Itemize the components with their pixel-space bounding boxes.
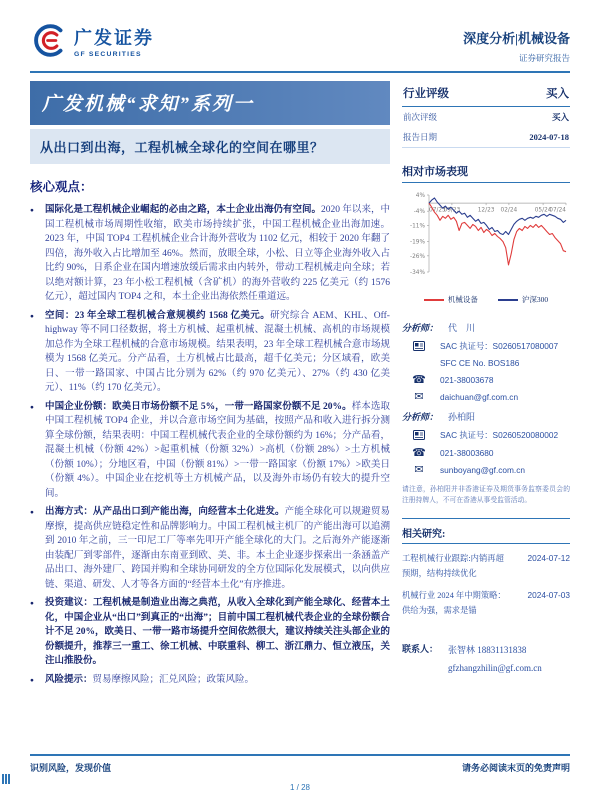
report-type: 证券研究报告 xyxy=(518,53,570,63)
svg-text:12/23: 12/23 xyxy=(477,207,495,214)
report-series-title: 广发机械“求知”系列一 xyxy=(30,81,390,125)
report-subtitle: 从出口到出海，工程机械全球化的空间在哪里？ xyxy=(30,129,390,164)
industry-rating-row xyxy=(402,81,570,107)
analyst-detail-text: sunboyang@gf.com.cn xyxy=(440,464,525,475)
page-number: 1 / 28 xyxy=(289,783,310,792)
core-view-lead: 空间：23 年全球工程机械合意规模约 1568 亿美元。 xyxy=(45,310,271,321)
svg-text:-4%: -4% xyxy=(413,209,425,216)
core-view-text: 空间：23 年全球工程机械合意规模约 1568 亿美元。研究综合 AEM、KHL、Off-highway 等不同口径数据，将土方机械、起重机械、混凝土机械、高机的市场规模加总作为全球工程机械的合意市场规模。结果表明，23 年全球工程机械合意市场规模为 1568 亿美元。分产品看，土方机械占比最高，超千亿美元；分区域看，欧美日、一带一路国家、中国占比分别为 62%（约 970 亿美元）、27%（约 430 亿美元）、11%（约 170 亿美元）。 xyxy=(45,310,390,393)
svg-text:4%: 4% xyxy=(415,193,425,199)
core-view-text: 国际化是工程机械企业崛起的必由之路，本土企业出海仍有空间。2020 年以来，中国工程机械市场周期性收缩，欧美市场持续扩张，中国工程机械企业出海加速。2023 年，中国 TOP4 工程机械企业合计海外营收为 1102 亿元，相较于 2020 年翻了四倍，海外收入占比增加至 46%。然而，放眼全球，小松、日立等企业海外收入占比约 90%，日系企业在国内增速放缓后需求由内转外，带动工程机械走向全球；若以绝对额计算，23 年小松工程机械（含矿机）的海外营收约 225 亿美元（约 1576 亿元），超过国内 TOP4 之和，本土企业出海依然任重道远。 xyxy=(45,205,390,302)
analyst-detail-text: SFC CE No. BOS186 xyxy=(440,358,520,368)
contact-body xyxy=(448,642,542,676)
related-research-heading: 相关研究: xyxy=(402,525,570,544)
analyst-header xyxy=(402,321,570,334)
logo-text xyxy=(74,24,154,58)
contact-email: gfzhangzhilin@gf.com.cn xyxy=(448,662,542,673)
analyst-block xyxy=(402,410,570,475)
rating-table xyxy=(402,81,570,148)
svg-text:07/23: 07/23 xyxy=(429,207,446,214)
chart-title: 相对市场表现 xyxy=(402,163,570,183)
related-research-title: 机械行业 2024 年中期策略：供给为强，需求是锚 xyxy=(402,591,506,615)
svg-text:-11%: -11% xyxy=(410,223,425,230)
bullet-icon: ● xyxy=(30,676,34,684)
report-date-value: 2024-07-18 xyxy=(529,132,569,142)
legend-item xyxy=(424,294,478,305)
legend-swatch xyxy=(424,299,444,301)
core-view-lead: 中国企业份额：欧美日市场份额不足 5%，一带一路国家份额不足 20%。 xyxy=(45,401,352,412)
logo-en: GF SECURITIES xyxy=(74,50,142,58)
phone-icon: ☎ xyxy=(412,446,426,459)
core-view-text: 中国企业份额：欧美日市场份额不足 5%，一带一路国家份额不足 20%。样本选取中国工程机械 TOP4 企业，并以合意市场空间为基础，按照产品和收入进行拆分测算全球份额，结果表明：中国工程机械代表企业的全球份额约为 16%；分产品看，混凝土机械（份额 42%）>起重机械（份额 32%）>高机（份额 28%）>土方机械（份额 10%）；分地区看，中国（份额 81%）>一带一路国家（份额 17%）>欧美日（份额 4%）。中国企业在挖机等土方机械产品，以及海外市场仍有较大的提升空间。 xyxy=(45,401,390,499)
analyst-detail-text: 021-38003678 xyxy=(440,374,494,385)
header xyxy=(0,0,600,64)
bullet-icon: ● xyxy=(30,403,34,411)
analyst-name: 代 川 xyxy=(448,323,476,333)
chart-legend xyxy=(402,294,570,305)
legend-label: 机械设备 xyxy=(447,295,478,304)
page-edge-mark xyxy=(2,774,10,784)
core-views-list xyxy=(30,203,390,687)
prev-rating-row xyxy=(402,107,570,127)
content-columns xyxy=(0,73,600,691)
related-research-date: 2024-07-12 xyxy=(527,553,570,564)
report-date-label: 报告日期 xyxy=(403,132,438,142)
related-research-date: 2024-07-03 xyxy=(527,590,570,601)
svg-text:-19%: -19% xyxy=(410,239,425,246)
core-view-item xyxy=(30,400,390,502)
footer-disclaimer: 请务必阅读末页的免责声明 xyxy=(461,763,570,773)
bullet-icon: ● xyxy=(30,600,34,607)
report-date-row xyxy=(402,127,570,148)
related-research-item xyxy=(402,589,570,618)
contact-name: 张智林 xyxy=(448,645,476,656)
analyst-detail-row xyxy=(402,429,570,441)
svg-text:07/24: 07/24 xyxy=(549,207,566,214)
logo-cn: 广发证券 xyxy=(74,27,154,48)
core-views-heading: 核心观点： xyxy=(30,180,93,194)
related-research-item xyxy=(402,552,570,581)
core-view-text: 出海方式：从产品出口到产能出海，向经营本土化进发。产能全球化可以规避贸易摩擦，提高供应链稳定性和品牌影响力。中国工程机械主机厂的产能出海可以追溯到 2010 年之前，三一印尼工厂等率先叩开产能全球化的大门。之后海外产能逐渐由装配厂到零部件，逐渐由东南亚到欧、美、非。本土企业逐步探索出一条涵盖产品出口、海外建厂、跨国并购和全球协同研发的全方位国际化发展模式，以向供应链、渠道、研发、人才等各方面的“经营本土化”有序推进。 xyxy=(45,507,390,590)
prev-rating-value: 买入 xyxy=(551,112,569,122)
analyst-detail-row xyxy=(402,391,570,402)
legend-swatch xyxy=(498,299,518,301)
prev-rating-label: 前次评级 xyxy=(403,112,438,122)
header-right xyxy=(463,28,570,64)
core-view-lead: 出海方式：从产品出口到产能出海，向经营本土化进发。 xyxy=(45,507,285,517)
analyst-detail-row xyxy=(402,340,570,352)
core-view-lead: 风险提示： xyxy=(45,674,93,685)
contact-name-phone xyxy=(448,642,542,659)
performance-chart xyxy=(402,188,570,292)
bullet-icon: ● xyxy=(30,207,34,214)
analyst-label: 分析师： xyxy=(402,323,439,333)
certificate-icon xyxy=(410,430,428,440)
contact-label: 联系人： xyxy=(402,644,439,655)
certificate-icon xyxy=(410,341,428,351)
contact-block xyxy=(402,642,570,676)
related-research xyxy=(402,518,570,618)
footer xyxy=(30,754,570,774)
analyst-label: 分析师： xyxy=(402,412,439,422)
analyst-detail-row xyxy=(402,447,570,458)
core-view-item xyxy=(30,596,390,669)
bullet-icon: ● xyxy=(30,312,34,320)
industry-rating-label: 行业评级 xyxy=(403,88,449,100)
analyst-detail-text: SAC 执证号：S0260517080007 xyxy=(440,341,559,351)
core-view-item xyxy=(30,309,390,396)
legend-item xyxy=(498,294,548,305)
related-research-title: 工程机械行业跟踪:内销再超预期，结构持续优化 xyxy=(402,554,504,578)
svg-text:-34%: -34% xyxy=(410,270,425,276)
footer-slogan: 识别风险，发现价值 xyxy=(30,763,112,773)
report-category: 深度分析|机械设备 xyxy=(463,31,570,46)
analyst-detail-text: SAC 执证号：S0260520080002 xyxy=(440,430,559,440)
main-column xyxy=(30,81,390,691)
analyst-detail-row xyxy=(402,374,570,385)
core-view-item xyxy=(30,505,390,592)
mail-icon: ✉ xyxy=(414,463,424,476)
mail-icon: ✉ xyxy=(414,390,424,403)
legend-label: 沪深300 xyxy=(521,295,549,304)
core-view-item xyxy=(30,673,390,688)
bullet-icon: ● xyxy=(30,509,34,516)
core-view-lead: 国际化是工程机械企业崛起的必由之路，本土企业出海仍有空间。 xyxy=(45,205,322,215)
contact-phone: 18831131838 xyxy=(477,645,527,656)
analyst-detail-text: 021-38003680 xyxy=(440,447,494,458)
analyst-detail-row xyxy=(402,358,570,368)
analyst-name: 孙柏阳 xyxy=(448,412,476,422)
related-research-list xyxy=(402,552,570,618)
analyst-header xyxy=(402,410,570,423)
analyst-note: 请注意，孙柏阳并非香港证券及期货事务监察委员会的注册持牌人，不可在香港从事受监管活动。 xyxy=(402,486,570,505)
core-view-text: 风险提示：贸易摩擦风险；汇兑风险；政策风险。 xyxy=(45,674,255,685)
analyst-detail-row xyxy=(402,464,570,475)
gf-logo xyxy=(30,22,154,59)
side-column xyxy=(402,81,570,691)
svg-text:-26%: -26% xyxy=(410,253,425,260)
analyst-detail-text: daichuan@gf.com.cn xyxy=(440,391,519,402)
gf-logo-icon xyxy=(30,22,67,59)
analysts-section xyxy=(402,321,570,475)
svg-text:02/24: 02/24 xyxy=(500,207,518,214)
core-view-text xyxy=(45,596,390,669)
industry-rating-value: 买入 xyxy=(546,88,569,100)
analyst-block xyxy=(402,321,570,402)
core-view-item xyxy=(30,203,390,305)
svg-text:05/24: 05/24 xyxy=(534,207,552,214)
core-view-lead: 投资建议：工程机械是制造业出海之典范，从收入全球化到产能全球化、经营本土化，中国企业从“出口”到真正的“出海”；目前中国工程机械代表企业的全球份额合计不足 20%，欧美日、一带一路市场提升空间依然很大，建议持续关注头部企业的份额提升，推荐三一重工、徐工机械、中联重科、柳工、浙江鼎力、恒立液压，关注山推股份。 xyxy=(45,598,390,666)
svg-text:09/23: 09/23 xyxy=(443,207,461,214)
phone-icon: ☎ xyxy=(412,373,426,386)
